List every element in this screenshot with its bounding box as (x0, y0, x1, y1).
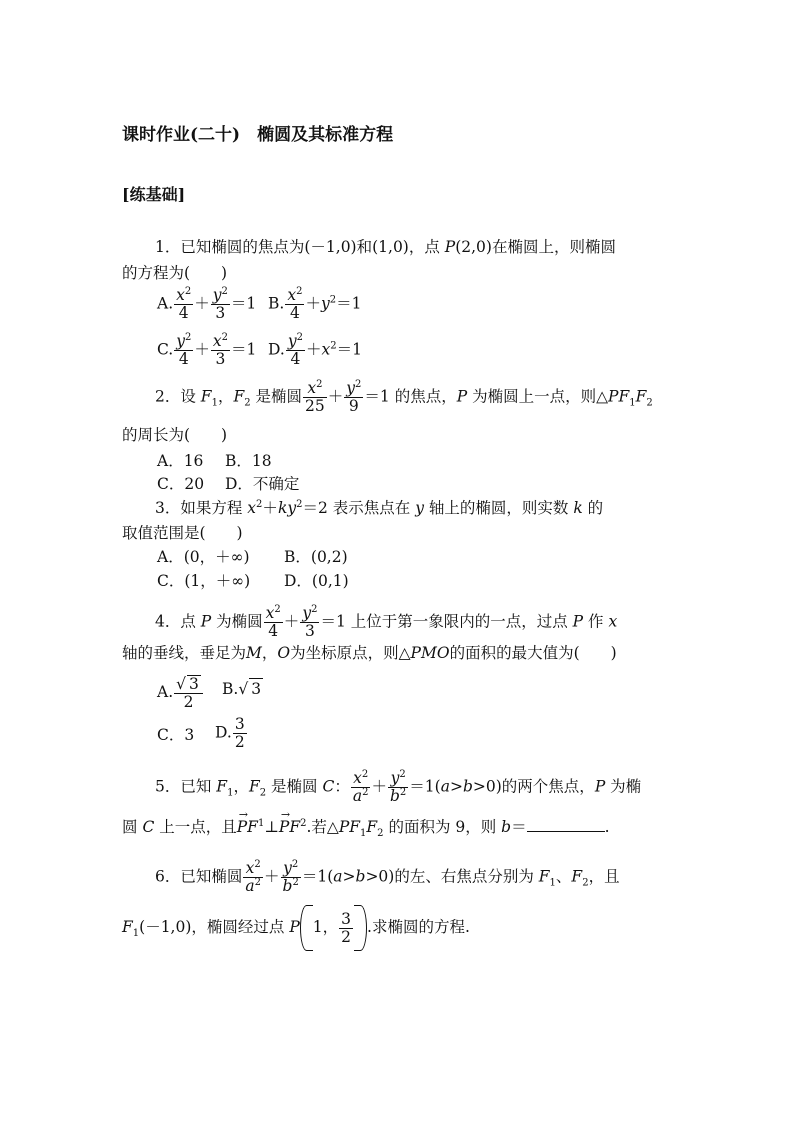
q1-option-a[interactable]: A. $\frac{x^2}{4}$ ＋ $\frac{y^2}{3}$ ＝1 (157, 285, 257, 322)
q1-option-c[interactable]: C. $\frac{y^2}{4}$ ＋ $\frac{x^2}{3}$ ＝1 (157, 331, 257, 368)
q2-option-a[interactable]: A．16 (157, 452, 204, 470)
q2-option-b[interactable]: B．18 (225, 452, 272, 470)
q4-option-c[interactable]: C．3 (157, 726, 195, 744)
page-title: 课时作业(二十) 椭圆及其标准方程 (122, 125, 394, 145)
q4-option-b[interactable]: B.√ 3 (222, 680, 262, 698)
q4-option-a[interactable]: A. $\frac{√ 3}{2}$ (157, 675, 204, 711)
q3-option-b[interactable]: B．(0,2) (284, 548, 348, 566)
q4-option-d[interactable]: D. $\frac{3}{2}$ (215, 715, 245, 751)
q3-option-a[interactable]: A．(0，＋∞) (157, 548, 250, 566)
q2-option-d[interactable]: D．不确定 (225, 475, 300, 493)
q1-option-b[interactable]: B. $\frac{x^2}{4}$ $+y^2=1$ (268, 285, 362, 322)
q3-option-c[interactable]: C．(1，＋∞) (157, 572, 251, 590)
section-label: [练基础] (122, 185, 186, 204)
q2-option-c[interactable]: C．20 (157, 475, 205, 493)
q1-option-d[interactable]: D. $\frac{y^2}{4}$ $+x^2=1$ (268, 331, 362, 368)
answer-blank[interactable] (527, 817, 605, 832)
q3-option-d[interactable]: D．(0,1) (284, 572, 349, 590)
